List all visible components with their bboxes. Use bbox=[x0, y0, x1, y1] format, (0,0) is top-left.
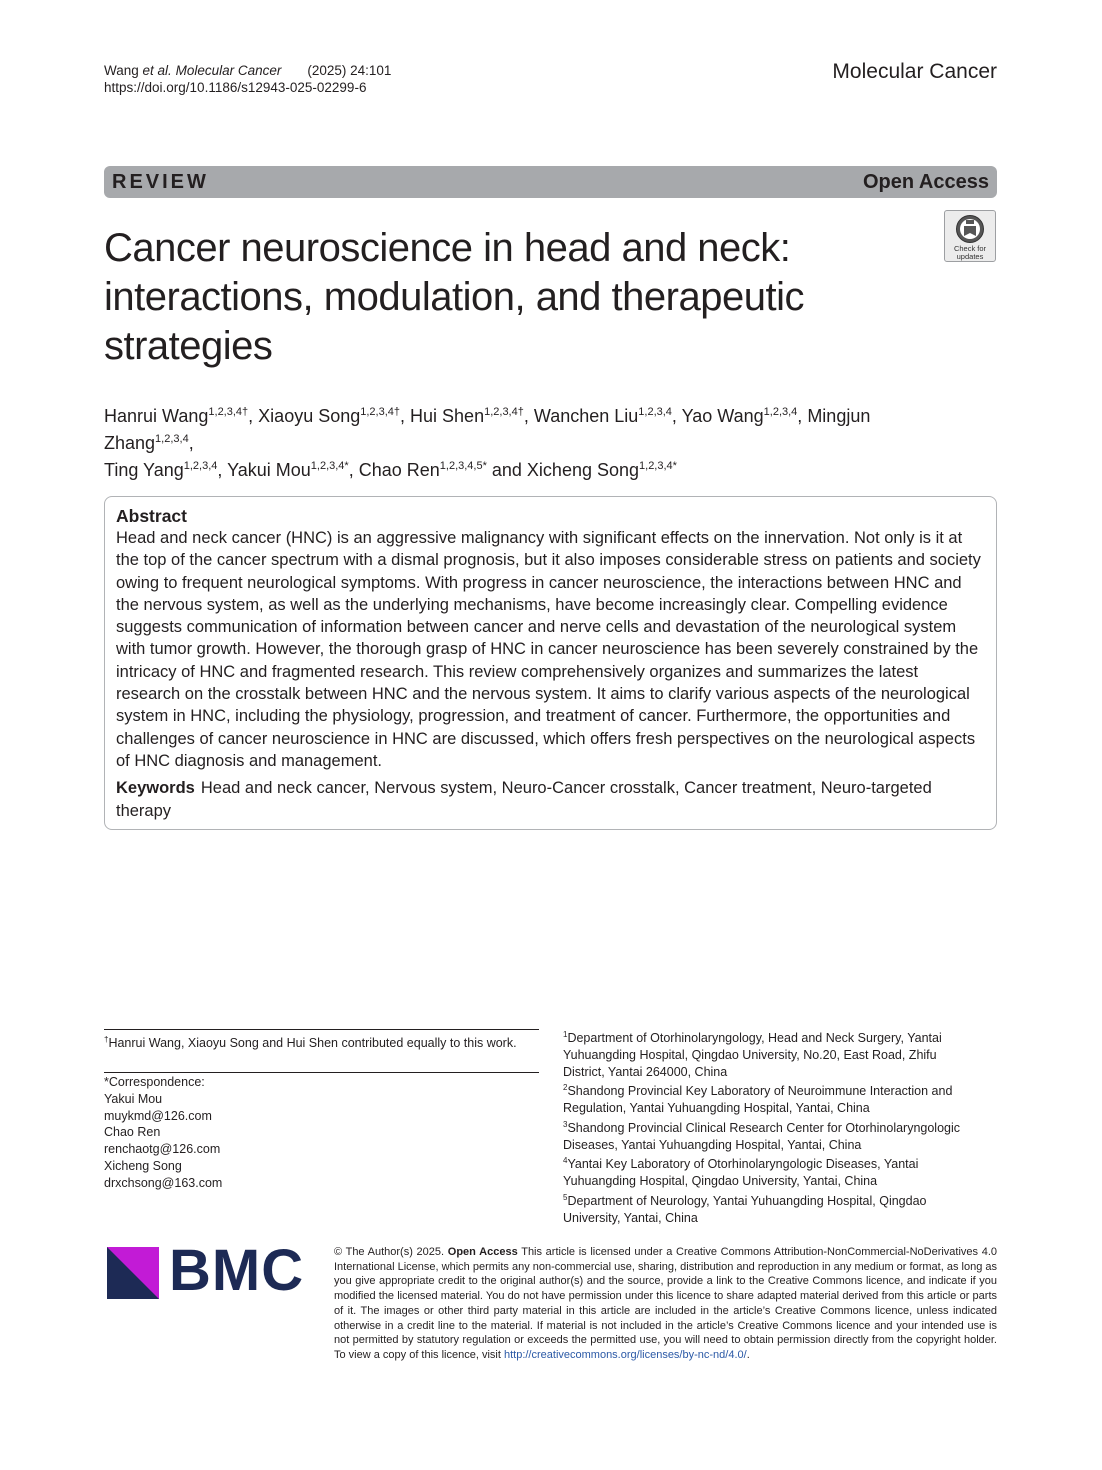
affiliation-item bbox=[563, 1190, 963, 1227]
author-entry bbox=[410, 406, 534, 426]
author-name: Mingjun Zhang bbox=[104, 406, 871, 453]
affiliation-number: 1 bbox=[563, 1030, 568, 1039]
correspondence-email[interactable]: muykmd@126.com bbox=[104, 1108, 212, 1123]
keywords-label: Keywords bbox=[116, 779, 195, 798]
abstract-box bbox=[104, 496, 997, 830]
journal-name: Molecular Cancer bbox=[832, 60, 997, 83]
bmc-logo-text: BMC bbox=[169, 1238, 305, 1303]
author-entry bbox=[682, 406, 808, 426]
author-name: Wanchen Liu bbox=[533, 406, 639, 426]
author-separator: , bbox=[248, 406, 259, 426]
author-affiliation-sup: 1,2,3,4 bbox=[155, 433, 189, 445]
author-affiliation-sup: 1,2,3,4† bbox=[484, 406, 524, 418]
correspondence-name: Yakui Mou bbox=[104, 1091, 163, 1106]
author-name: Chao Ren bbox=[358, 460, 440, 480]
correspondence-email[interactable]: drxchsong@163.com bbox=[104, 1175, 223, 1190]
running-header bbox=[104, 62, 391, 96]
correspondence-label: *Correspondence: bbox=[104, 1075, 205, 1089]
author-separator: , bbox=[217, 460, 228, 480]
affiliation-item bbox=[563, 1080, 963, 1117]
doi-link[interactable]: https://doi.org/10.1186/s12943-025-02299-6 bbox=[104, 80, 367, 95]
author-affiliation-sup: 1,2,3,4 bbox=[763, 406, 798, 418]
author-affiliation-sup: 1,2,3,4† bbox=[208, 406, 249, 418]
header-volume: (2025) 24:101 bbox=[307, 63, 392, 78]
author-affiliation-sup: 1,2,3,4,5* bbox=[439, 460, 487, 472]
footnote-divider bbox=[104, 1072, 539, 1073]
affiliation-text: Department of Otorhinolaryngology, Head and Neck Surgery, Yantai Yuhuangding Hospital, Qingdao University, No.20, East Road, Zhifu District, Yantai 264000, China bbox=[563, 1031, 942, 1079]
citation-line bbox=[104, 62, 391, 79]
author-name: Xicheng Song bbox=[526, 460, 640, 480]
equal-contribution-note bbox=[104, 1031, 524, 1052]
keywords bbox=[116, 777, 985, 822]
license-link[interactable]: http://creativecommons.org/licenses/by-nc-nd/4.0/ bbox=[503, 1348, 747, 1361]
header-etal: et al. bbox=[142, 63, 172, 78]
author-separator: and bbox=[486, 460, 527, 480]
author-name: Ting Yang bbox=[104, 460, 184, 480]
footnote-divider bbox=[104, 1029, 539, 1030]
affiliation-item bbox=[563, 1027, 963, 1080]
author-name: Yao Wang bbox=[681, 406, 764, 426]
author-entry bbox=[527, 460, 677, 480]
author-separator: , bbox=[400, 406, 411, 426]
correspondence-name: Xicheng Song bbox=[104, 1158, 182, 1173]
equal-contribution-text: Hanrui Wang, Xiaoyu Song and Hui Shen contributed equally to this work. bbox=[108, 1036, 517, 1051]
keywords-list: Head and neck cancer, Nervous system, Neuro-Cancer crosstalk, Cancer treatment, Neuro-targeted therapy bbox=[116, 779, 932, 820]
license-open-access: Open Access bbox=[447, 1246, 518, 1258]
affiliation-text: Shandong Provincial Key Laboratory of Neuroimmune Interaction and Regulation, Yantai Yuhuangding Hospital, Yantai, China bbox=[563, 1084, 953, 1116]
affiliation-item bbox=[563, 1117, 963, 1154]
copyright-text: © The Author(s) 2025. bbox=[334, 1246, 445, 1258]
affiliation-text: Department of Neurology, Yantai Yuhuangding Hospital, Qingdao University, Yantai, China bbox=[563, 1194, 927, 1225]
author-separator: , bbox=[348, 460, 359, 480]
author-separator: , bbox=[797, 406, 808, 426]
author-entry bbox=[534, 406, 682, 426]
author-entry bbox=[227, 460, 359, 480]
affiliation-text: Yantai Key Laboratory of Otorhinolaryngologic Diseases, Yantai Yuhuangding Hospital, Qingdao University, Yantai, China bbox=[563, 1157, 919, 1189]
correspondence-name: Chao Ren bbox=[104, 1125, 161, 1140]
license-text bbox=[334, 1245, 997, 1363]
check-updates-text: Check for updates bbox=[953, 244, 987, 261]
author-name: Yakui Mou bbox=[227, 460, 311, 480]
author-separator: , bbox=[523, 406, 534, 426]
dagger-mark: † bbox=[104, 1035, 109, 1044]
author-entry bbox=[104, 406, 258, 426]
author-name: Hanrui Wang bbox=[104, 406, 209, 426]
author-name: Xiaoyu Song bbox=[258, 406, 361, 426]
header-author: Wang bbox=[104, 63, 139, 78]
check-for-updates-button[interactable] bbox=[944, 210, 996, 262]
license-body: This article is licensed under a Creative Commons Attribution-NonCommercial-NoDerivatives 4.0 International License, which permits any non-commercial use, sharing, distribution and reproduction in any medium or format, as long as you give appropriate credit to the original author(s) and the source, provide a link to the Creative Commons licence, and indicate if you modified the licensed material. You do not have permission under this licence to share adapted material derived from this article or parts of it. The images or other third party material in this article are included in the article’s Creative Commons licence, unless indicated otherwise in a credit line to the material. If material is not included in the article’s Creative Commons licence and your intended use is not permitted by statutory regulation or exceeds the permitted use, you will need to obtain permission directly from the copyright holder. To view a copy of this licence, visit bbox=[334, 1246, 998, 1361]
affiliation-number: 2 bbox=[563, 1083, 568, 1093]
header-journal-italic: Molecular Cancer bbox=[175, 63, 282, 78]
author-affiliation-sup: 1,2,3,4† bbox=[360, 406, 401, 418]
license-end: . bbox=[746, 1348, 750, 1361]
affiliations-block bbox=[563, 1027, 963, 1227]
author-separator: , bbox=[188, 433, 194, 453]
crossmark-icon bbox=[955, 214, 985, 244]
affiliation-item bbox=[563, 1153, 963, 1190]
affiliation-number: 5 bbox=[563, 1192, 568, 1202]
author-entry bbox=[359, 460, 527, 480]
bmc-mark-icon bbox=[107, 1247, 159, 1299]
author-entry bbox=[104, 460, 227, 480]
correspondence-email[interactable]: renchaotg@126.com bbox=[104, 1142, 221, 1157]
author-name: Hui Shen bbox=[410, 406, 485, 426]
author-affiliation-sup: 1,2,3,4 bbox=[638, 406, 672, 418]
author-list bbox=[104, 403, 964, 484]
affiliation-number: 4 bbox=[563, 1156, 568, 1166]
author-affiliation-sup: 1,2,3,4* bbox=[639, 460, 677, 472]
article-type-label: REVIEW bbox=[112, 170, 209, 193]
author-separator: , bbox=[671, 406, 682, 426]
open-access-label: Open Access bbox=[863, 170, 989, 193]
affiliation-number: 3 bbox=[563, 1119, 568, 1129]
affiliation-text: Shandong Provincial Clinical Research Center for Otorhinolaryngologic Diseases, Yantai Yuhuangding Hospital, Yantai, China bbox=[563, 1120, 961, 1152]
correspondence-block bbox=[104, 1074, 524, 1192]
bmc-logo bbox=[107, 1238, 307, 1303]
author-affiliation-sup: 1,2,3,4* bbox=[310, 460, 349, 472]
author-affiliation-sup: 1,2,3,4 bbox=[183, 460, 218, 472]
article-type-banner bbox=[104, 166, 997, 198]
article-title: Cancer neuroscience in head and neck: interactions, modulation, and therapeutic strategies bbox=[104, 226, 804, 368]
author-entry bbox=[258, 406, 410, 426]
abstract-text: Head and neck cancer (HNC) is an aggressive malignancy with significant effects on the innervation. Not only is it at the top of the cancer spectrum with a dismal prognosis, but it also imposes considerable stress on patients and society owing to frequent neurological symptoms. With progress in cancer neuroscience, the interactions between HNC and the nervous system, as well as the underlying mechanisms, have become increasingly clear. Compelling evidence suggests communication of information between cancer and nerve cells and devastation of the neurological system with tumor growth. However, the thorough grasp of HNC in cancer neuroscience has been severely constrained by the intricacy of HNC and fragmented research. This review comprehensively organizes and summarizes the latest research on the crosstalk between HNC and the nervous system. It aims to clarify various aspects of the neurological system in HNC, including the physiology, progression, and treatment of cancer. Furthermore, the opportunities and challenges of cancer neuroscience in HNC are discussed, which offers fresh perspectives on the neurological aspects of HNC diagnosis and management. bbox=[116, 529, 981, 770]
abstract-heading: Abstract bbox=[116, 506, 187, 526]
